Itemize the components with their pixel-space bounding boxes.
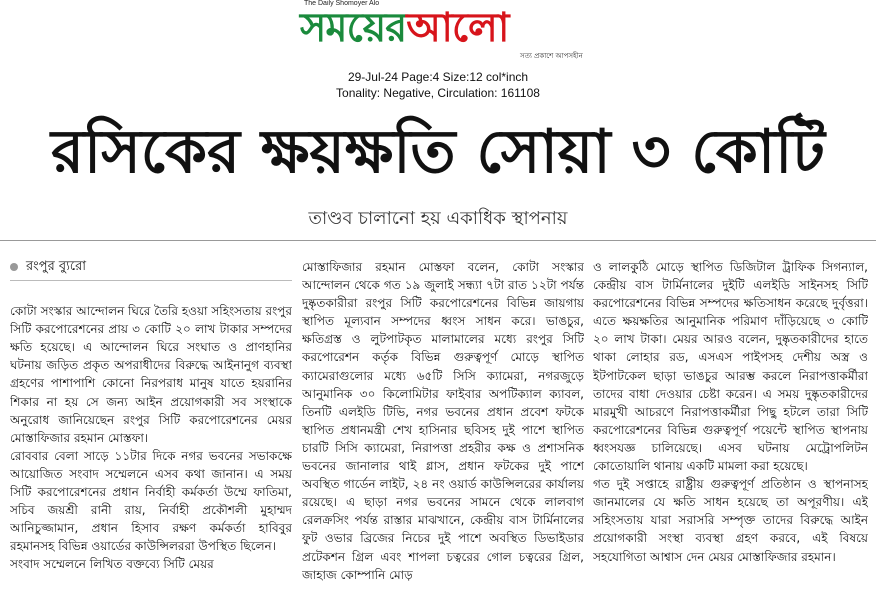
paragraph: ও লালকুঠি মোড়ে স্থাপিত ডিজিটাল ট্রাফিক সিগন্যাল, কেন্দ্রীয় বাস টার্মিনালের দুইটি এলইডি সাইনসহ সিটি করপোরেশনের বিভিন্ন সম্পদের ক্ষতিসাধন করেছে দুর্বৃত্তরা। এতে ক্ষয়ক্ষতির আনুমানিক পরিমাণ দাঁড়িয়েছে ৩ কোটি ২০ লাখ টাকা। মেয়র আরও বলেন, দুষ্কৃতকারীদের হাতে থাকা লোহার রড, এসএস পাইপসহ দেশীয় অস্ত্র ও ইটপাটকেল ছাড়া ভাঙচুর আরম্ভ করলে নিরাপত্তাকর্মীরা তাদের বাধা দেওয়ার চেষ্টা করেন। এ সময় দুষ্কৃতকারীদের মারমুখী আচরণে নিরাপত্তাকর্মীরা পিছু হটলে তারা সিটি করপোরেশনের বিভিন্ন গুরুত্বপূর্ণ পয়েন্টে স্থাপিত স্থাপনায় ধ্বংসযজ্ঞ চালিয়েছে। এসব ঘটনায় মেট্রোপলিটন কোতোয়ালি থানায় একটি মামলা করা হয়েছে। <box>593 260 868 474</box>
paragraph: রোববার বেলা সাড়ে ১১টার দিকে নগর ভবনের সভাকক্ষে আয়োজিত সংবাদ সম্মেলনে এসব কথা জানান। এ সময় সিটি করপোরেশনের প্রধান নির্বাহী কর্মকর্তা উম্মে ফাতিমা, সচিব জয়শ্রী রানী রায়, নির্বাহী প্রকৌশলী মুহাম্মদ আনিচুজ্জামান, প্রধান হিসাব রক্ষণ কর্মকর্তা হাবিবুর রহমানসহ বিভিন্ন ওয়ার্ডের কাউন্সিলররা উপস্থিত ছিলেন। <box>10 448 292 554</box>
article-column-1 <box>10 258 292 610</box>
bullet-icon <box>10 263 18 271</box>
article-column-3 <box>593 258 868 610</box>
newspaper-logo <box>300 4 508 52</box>
article-column-2 <box>302 258 584 610</box>
english-tagline: The Daily Shomoyer Alo <box>304 0 380 7</box>
divider <box>0 240 876 241</box>
clip-meta-line-2: Tonality: Negative, Circulation: 161108 <box>336 86 540 100</box>
byline-divider <box>10 280 292 281</box>
article-subheadline: তাণ্ডব চালানো হয় একাধিক স্থাপনায় <box>308 208 568 229</box>
logo-part-1: সময়ের <box>300 5 407 51</box>
byline-text: রংপুর ব্যুরো <box>26 259 87 274</box>
paragraph: সংবাদ সম্মেলনে লিখিত বক্তব্যে সিটি মেয়র <box>10 557 214 572</box>
masthead <box>0 0 876 60</box>
article-headline: রসিকের ক্ষয়ক্ষতি সোয়া ৩ কোটি <box>51 117 825 187</box>
paragraph: কোটা সংস্কার আন্দোলন ঘিরে তৈরি হওয়া সহিংসতায় রংপুর সিটি করপোরেশনের প্রায় ৩ কোটি ২০ লাখ টাকার সম্পদের ক্ষতি হয়েছে। এ আন্দোলন ঘিরে সংঘাত ও প্রাণহানির ঘটনায় জড়িত প্রকৃত অপরাধীদের বিরুদ্ধে আইনানুগ ব্যবস্থা গ্রহণের পাশাপাশি কোনো নিরপরাধ মানুষ যাতে হয়রানির শিকার না হয় সে জন্য আইন প্রয়োগকারী সব সংস্থাকে অনুরোধ জানিয়েছেন রংপুর সিটি করপোরেশনের মেয়র মোস্তাফিজার রহমান মোস্তফা। <box>10 304 292 445</box>
clip-meta-line-1: 29-Jul-24 Page:4 Size:12 col*inch <box>347 70 529 84</box>
logo-slogan: সত্য প্রকাশে আপসহীন <box>520 52 583 60</box>
logo-part-2: আলো <box>406 5 509 51</box>
byline <box>10 258 292 276</box>
paragraph: গত দুই সপ্তাহে রাষ্ট্রীয় গুরুত্বপূর্ণ প্রতিষ্ঠান ও স্থাপনাসহ জানমালের যে ক্ষতি সাধন হয়েছে তা অপূরণীয়। এই সহিংসতায় যারা সরাসরি সম্পৃক্ত তাদের বিরুদ্ধে আইন প্রয়োগকারী সংস্থা ব্যবস্থা গ্রহণ করবে, এই বিষয়ে সহযোগিতা আশ্বাস দেন মেয়র মোস্তাফিজার রহমান। <box>593 477 868 564</box>
paragraph: মোস্তাফিজার রহমান মোস্তফা বলেন, কোটা সংস্কার আন্দোলন থেকে গত ১৯ জুলাই সন্ধ্যা ৭টা রাত ১২টা পর্যন্ত দুষ্কৃতকারীরা রংপুর সিটি করপোরেশনের বিভিন্ন জায়গায় স্থাপিত মূল্যবান সম্পদের ধ্বংস সাধন করে। ভাঙচুর, ক্ষতিগ্রস্ত ও লুটপাটকৃত মালামালের মধ্যে রংপুর সিটি করপোরেশন কর্তৃক বিভিন্ন গুরুত্বপূর্ণ মোড়ে স্থাপিত ক্যামেরাগুলোর মধ্যে ৬৫টি সিসি ক্যামেরা, নগরজুড়ে আনুমানিক ৩০ কিলোমিটার ফাইবার অপটিক্যাল ক্যাবল, তিনটি এলইডি টিভি, নগর ভবনের প্রধান প্রবেশ ফটকে স্থাপিত প্রধানমন্ত্রী শেখ হাসিনার ছবিসহ দুই পাশে স্থাপিত চারটি সিসি ক্যামেরা, নিরাপত্তা প্রহরীর কক্ষ ও প্রশাসনিক ভবনের জানালার থাই গ্লাস, প্রধান ফটকের দুই পাশে অবস্থিত গার্ডেন লাইট, ২৪ নং ওয়ার্ড কাউন্সিলরের কার্যালয় রয়েছে। এ ছাড়া নগর ভবনের সামনে থেকে লালবাগ রেলক্রসিং পর্যন্ত রাস্তার মাঝখানে, কেন্দ্রীয় বাস টার্মিনালের ফুট ওভার ব্রিজের নিচের দুই পাশে অবস্থিত ডিভাইডার প্রটেকশন গ্রিল এবং শাপলা চত্বরের গোল চত্বরের গ্রিল, জাহাজ কোম্পানি মোড় <box>302 260 584 582</box>
